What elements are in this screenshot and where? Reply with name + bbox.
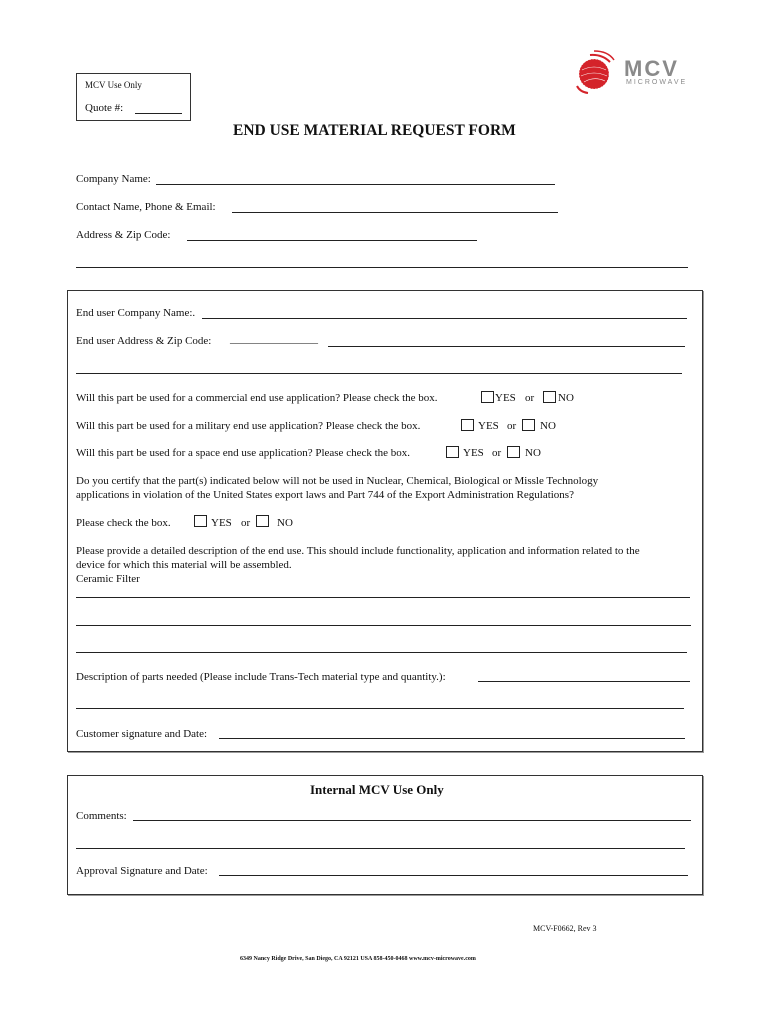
space-no-checkbox[interactable] xyxy=(507,446,520,458)
question-space: Will this part be used for a space end use application? Please check the box. xyxy=(76,447,411,459)
certify-yes-label: YES xyxy=(211,517,232,529)
comments-field[interactable] xyxy=(133,820,691,821)
footer-address: 6349 Nancy Ridge Drive, San Diego, CA 92121 USA 858-450-0468 www.mcv-microwave.com xyxy=(240,956,476,962)
customer-signature-label: Customer signature and Date: xyxy=(76,728,208,740)
comments-extra-field[interactable] xyxy=(76,848,685,849)
customer-signature-field[interactable] xyxy=(219,738,685,739)
mcv-use-only-box xyxy=(76,73,191,121)
certify-text-line1: Do you certify that the part(s) indicated below will not be used in Nuclear, Chemical, Biological or Missle Technology xyxy=(76,475,599,487)
mcv-logo xyxy=(572,50,702,96)
mcv-use-only-label: MCV Use Only xyxy=(85,80,142,90)
company-name-label: Company Name: xyxy=(76,173,151,185)
commercial-yes-label: YES xyxy=(495,392,516,404)
military-no-label: NO xyxy=(540,420,556,432)
space-no-label: NO xyxy=(525,447,541,459)
parts-needed-field[interactable] xyxy=(478,681,690,682)
logo-text: MCV xyxy=(624,56,679,81)
quote-field[interactable] xyxy=(135,113,182,114)
military-yes-label: YES xyxy=(478,420,499,432)
commercial-no-checkbox[interactable] xyxy=(543,391,556,403)
space-yes-checkbox[interactable] xyxy=(446,446,459,458)
space-or-label: or xyxy=(492,447,502,459)
address-field[interactable] xyxy=(187,240,477,241)
military-or-label: or xyxy=(507,420,517,432)
description-line-1[interactable] xyxy=(76,597,690,598)
end-user-address-value: ________________ xyxy=(230,333,318,345)
commercial-or-label: or xyxy=(525,392,535,404)
contact-label: Contact Name, Phone & Email: xyxy=(76,201,216,213)
certify-no-label: NO xyxy=(277,517,293,529)
comments-label: Comments: xyxy=(76,810,127,822)
form-revision: MCV-F0662, Rev 3 xyxy=(533,924,597,933)
quote-label: Quote #: xyxy=(85,102,124,114)
commercial-yes-checkbox[interactable] xyxy=(481,391,494,403)
address-label: Address & Zip Code: xyxy=(76,229,171,241)
certify-no-checkbox[interactable] xyxy=(256,515,269,527)
please-check-label: Please check the box. xyxy=(76,517,171,529)
end-user-extra-field[interactable] xyxy=(76,373,682,374)
contact-field[interactable] xyxy=(232,212,558,213)
description-line-3[interactable] xyxy=(76,652,687,653)
company-name-field[interactable] xyxy=(156,184,555,185)
question-commercial: Will this part be used for a commercial end use application? Please check the box. xyxy=(76,392,438,404)
space-yes-label: YES xyxy=(463,447,484,459)
certify-text-line2: applications in violation of the United States export laws and Part 744 of the Export Administration Regulations? xyxy=(76,489,574,501)
internal-title: Internal MCV Use Only xyxy=(310,782,444,797)
approval-signature-field[interactable] xyxy=(219,875,688,876)
description-text-line1: Please provide a detailed description of the end use. This should include functionality, application and information related to the xyxy=(76,545,640,557)
end-user-address-field[interactable] xyxy=(328,346,685,347)
military-yes-checkbox[interactable] xyxy=(461,419,474,431)
end-user-address-label: End user Address & Zip Code: xyxy=(76,335,212,347)
end-user-company-label: End user Company Name:. xyxy=(76,307,196,319)
description-value: Ceramic Filter xyxy=(76,573,140,585)
end-user-company-field[interactable] xyxy=(202,318,687,319)
address-extra-field[interactable] xyxy=(76,267,688,268)
logo-subtext: MICROWAVE xyxy=(626,79,688,86)
certify-yes-checkbox[interactable] xyxy=(194,515,207,527)
parts-needed-label: Description of parts needed (Please include Trans-Tech material type and quantity.): xyxy=(76,671,446,683)
question-military: Will this part be used for a military end use application? Please check the box. xyxy=(76,420,421,432)
form-title: END USE MATERIAL REQUEST FORM xyxy=(233,122,516,139)
description-line-2[interactable] xyxy=(76,625,691,626)
certify-or-label: or xyxy=(241,517,251,529)
approval-signature-label: Approval Signature and Date: xyxy=(76,865,208,877)
description-text-line2: device for which this material will be assembled. xyxy=(76,559,292,571)
commercial-no-label: NO xyxy=(558,392,574,404)
military-no-checkbox[interactable] xyxy=(522,419,535,431)
parts-needed-extra-field[interactable] xyxy=(76,708,684,709)
